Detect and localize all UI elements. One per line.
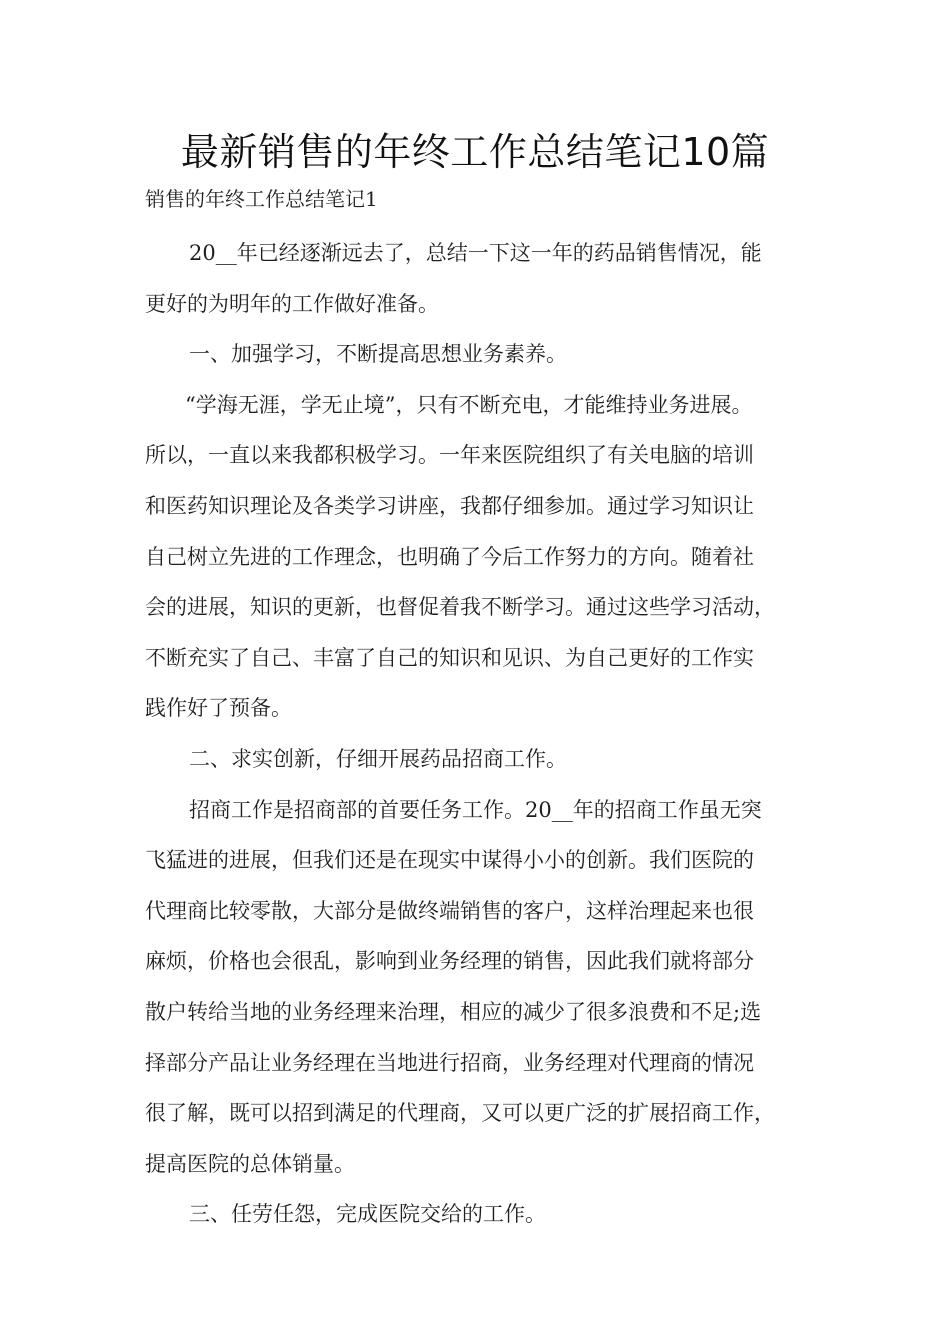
paragraph-line: “学海无涯，学无止境”，只有不断充电，才能维持业务进展。 bbox=[185, 392, 753, 417]
paragraph-line: 飞猛进的进展，但我们还是在现实中谋得小小的创新。我们医院的 bbox=[145, 848, 754, 873]
paragraph-line: 代理商比较零散，大部分是做终端销售的客户，这样治理起来也很 bbox=[145, 898, 754, 923]
paragraph-line: 麻烦，价格也会很乱，影响到业务经理的销售，因此我们就将部分 bbox=[145, 949, 754, 974]
paragraph-line: 20__年已经逐渐远去了，总结一下这一年的药品销售情况，能 bbox=[189, 241, 762, 265]
paragraph-line: 所以，一直以来我都积极学习。一年来医院组织了有关电脑的培训 bbox=[145, 443, 754, 468]
paragraph-line: 不断充实了自己、丰富了自己的知识和见识、为自己更好的工作实 bbox=[145, 645, 754, 670]
paragraph-line: 更好的为明年的工作做好准备。 bbox=[145, 291, 439, 316]
paragraph-line: 会的进展，知识的更新，也督促着我不断学习。通过这些学习活动， bbox=[145, 595, 775, 620]
paragraph-line: 提高医院的总体销量。 bbox=[145, 1151, 355, 1176]
paragraph-line: 很了解，既可以招到满足的代理商，又可以更广泛的扩展招商工作， bbox=[145, 1101, 775, 1126]
paragraph-line: 践作好了预备。 bbox=[145, 696, 292, 721]
section-heading: 一、加强学习，不断提高思想业务素养。 bbox=[189, 342, 567, 367]
document-body bbox=[145, 228, 825, 1240]
document-subtitle: 销售的年终工作总结笔记1 bbox=[145, 187, 378, 211]
paragraph-line: 散户转给当地的业务经理来治理，相应的减少了很多浪费和不足;选 bbox=[145, 999, 762, 1024]
paragraph-line: 择部分产品让业务经理在当地进行招商，业务经理对代理商的情况 bbox=[145, 1050, 754, 1075]
paragraph-line: 和医药知识理论及各类学习讲座，我都仔细参加。通过学习知识让 bbox=[145, 493, 754, 518]
paragraph-line: 招商工作是招商部的首要任务工作。20__年的招商工作虽无突 bbox=[189, 797, 762, 822]
document-title: 最新销售的年终工作总结笔记10篇 bbox=[180, 130, 770, 174]
section-heading: 三、任劳任怨，完成医院交给的工作。 bbox=[189, 1202, 546, 1227]
section-heading: 二、求实创新，仔细开展药品招商工作。 bbox=[189, 746, 567, 771]
paragraph-line: 自己树立先进的工作理念，也明确了今后工作努力的方向。随着社 bbox=[145, 544, 754, 569]
